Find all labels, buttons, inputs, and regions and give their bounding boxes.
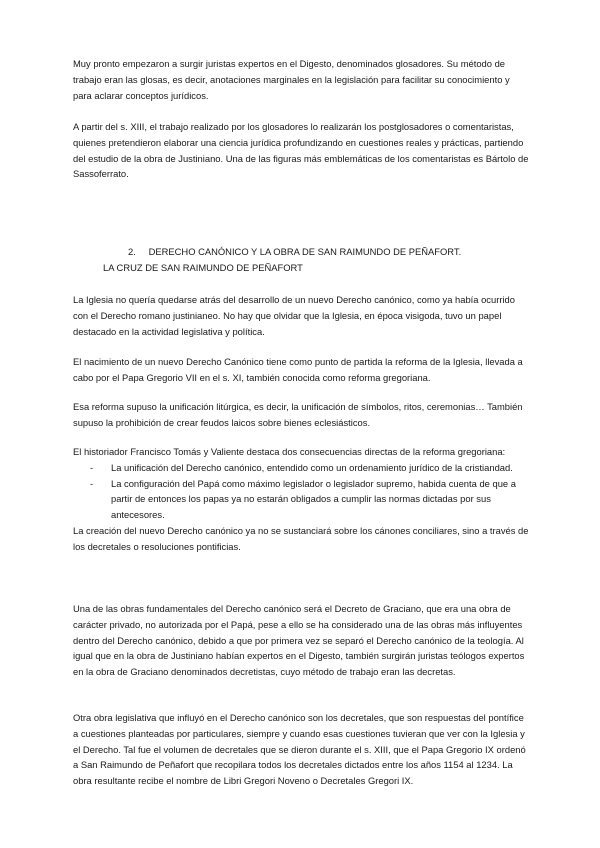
list-item-text: La unificación del Derecho canónico, entendido como un ordenamiento jurídico de la cristiandad. — [111, 461, 513, 473]
paragraph-iglesia — [73, 292, 531, 339]
paragraph-decretales — [73, 710, 531, 789]
paragraph-text: Una de las obras fundamentales del Derecho canónico será el Decreto de Graciano, que era una obra de carácter privado, no autorizada por el Papá, pese a ello se ha considerado una de las obras más influyentes dentro del Derecho canónico, debido a que por primera vez se separó el Derecho canónico de la teología. Al igual que en la obra de Justiniano habían expertos en el Digesto, también surgirán juristas teólogos expertos en la obra de Graciano denominados decretistas, cuyo método de trabajo eran las decretas. — [73, 603, 525, 678]
section-title: DERECHO CANÓNICO Y LA OBRA DE SAN RAIMUNDO DE PEÑAFORT. — [148, 246, 462, 257]
list-item-text: La configuración del Papá como máximo legislador o legislador supremo, habida cuenta de que a partir de entonces los papas ya no estarán obligados a cumplir las normas dictadas por sus antecesores. — [111, 477, 516, 521]
dash-bullet: - — [90, 461, 94, 473]
paragraph-text: A partir del s. XIII, el trabajo realizado por los glosadores lo realizarán los postglosadores o comentaristas, quienes pretendieron elaborar una ciencia jurídica profundizando en cuestiones reales y prácticas, partiendo del estudio de la obra de Justiniano. Una de las figuras más emblemáticas de los comentaristas es Bártolo de Sassoferrato. — [73, 121, 529, 180]
paragraph-text: Otra obra legislativa que influyó en el Derecho canónico son los decretales, que son respuestas del pontífice a cuestiones planteadas por particulares, siempre y cuando esas cuestiones tuvieran que ver con la Iglesia y el Derecho. Tal fue el volumen de decretales que se dieron durante el s. XIII, que el Papa Gregorio IX ordenó a San Raimundo de Peñafort que recopilara todos los decretales dictados entre los años 1154 al 1234. La obra resultante recibe el nombre de Libri Gregori Noveno o Decretales Gregori IX. — [73, 712, 526, 787]
dash-bullet: - — [90, 477, 94, 489]
paragraph-text: La Iglesia no quería quedarse atrás del desarrollo de un nuevo Derecho canónico, como ya había ocurrido con el Derecho romano justinianeo. No hay que olvidar que la Iglesia, en época visigoda, tuvo un papel destacado en la actividad legislativa y política. — [73, 294, 515, 337]
paragraph-graciano — [73, 601, 531, 680]
list-item — [73, 476, 531, 523]
paragraph-comentaristas — [73, 119, 531, 182]
section-heading — [128, 244, 461, 260]
section-number: 2. — [128, 246, 136, 257]
section-subheading: LA CRUZ DE SAN RAIMUNDO DE PEÑAFORT — [103, 262, 303, 273]
paragraph-historiador — [73, 444, 531, 555]
paragraph-glosadores — [73, 56, 531, 103]
list-item — [73, 460, 531, 476]
paragraph-text: La creación del nuevo Derecho canónico ya no se sustanciará sobre los cánones conciliares, sino a través de los decretales o resoluciones pontificias. — [73, 524, 529, 552]
paragraph-nacimiento — [73, 354, 531, 386]
consequences-list — [73, 460, 531, 523]
paragraph-text: El nacimiento de un nuevo Derecho Canónico tiene como punto de partida la reforma de la Iglesia, llevada a cabo por el Papa Gregorio VII en el s. XI, también conocida como reforma gregoriana. — [73, 356, 523, 383]
paragraph-text: El historiador Francisco Tomás y Valiente destaca dos consecuencias directas de la reforma gregoriana: — [73, 446, 506, 457]
paragraph-reforma — [73, 399, 531, 431]
paragraph-text: Esa reforma supuso la unificación litúrgica, es decir, la unificación de símbolos, ritos, ceremonias… También supuso la prohibición de crear feudos laicos sobre bienes eclesiásticos. — [73, 401, 523, 428]
paragraph-text: Muy pronto empezaron a surgir juristas expertos en el Digesto, denominados glosadores. Su método de trabajo eran las glosas, es decir, anotaciones marginales en la legislación para facilitar su conocimiento y para aclarar conceptos jurídicos. — [73, 58, 510, 101]
